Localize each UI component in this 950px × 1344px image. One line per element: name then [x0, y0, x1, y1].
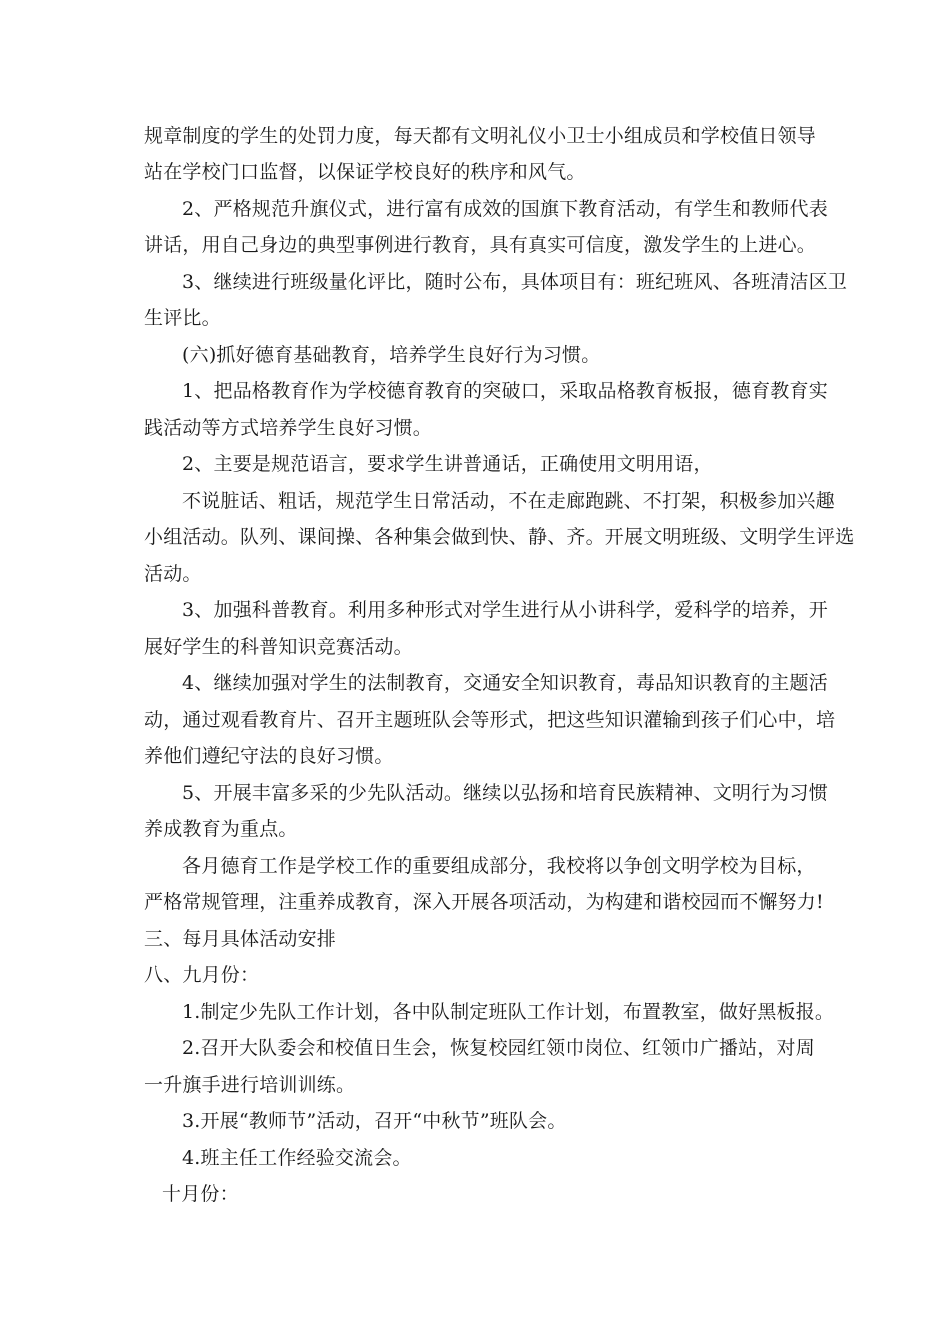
text-line: 严格常规管理，注重养成教育，深入开展各项活动，为构建和谐校园而不懈努力! [144, 891, 824, 913]
text-line: 讲话，用自己身边的典型事例进行教育，具有真实可信度，激发学生的上进心。 [144, 234, 817, 256]
text-line: 2、严格规范升旗仪式，进行富有成效的国旗下教育活动，有学生和教师代表 [182, 198, 828, 220]
section-heading: (六)抓好德育基础教育，培养学生良好行为习惯。 [182, 344, 601, 366]
text-line: 生评比。 [144, 307, 221, 329]
text-line: 展好学生的科普知识竞赛活动。 [144, 636, 413, 658]
text-line: 3、继续进行班级量化评比，随时公布，具体项目有：班纪班风、各班清洁区卫 [182, 271, 848, 293]
text-line: 小组活动。队列、课间操、各种集会做到快、静、齐。开展文明班级、文明学生评选 [144, 526, 855, 548]
text-line: 一升旗手进行培训训练。 [144, 1074, 356, 1096]
text-line: 不说脏话、粗话，规范学生日常活动，不在走廊跑跳、不打架，积极参加兴趣 [182, 490, 835, 512]
list-item: 2.召开大队委会和校值日生会，恢复校园红领巾岗位、红领巾广播站，对周 [182, 1037, 815, 1059]
text-line: 践活动等方式培养学生良好习惯。 [144, 417, 433, 439]
text-line: 各月德育工作是学校工作的重要组成部分，我校将以争创文明学校为目标， [182, 855, 816, 877]
text-line: 2、主要是规范语言，要求学生讲普通话，正确使用文明用语， [182, 453, 713, 475]
text-line: 1、把品格教育作为学校德育教育的突破口，采取品格教育板报，德育教育实 [182, 380, 828, 402]
text-line: 养成教育为重点。 [144, 818, 298, 840]
text-line: 活动。 [144, 563, 202, 585]
text-line: 4、继续加强对学生的法制教育，交通安全知识教育，毒品知识教育的主题活 [182, 672, 828, 694]
text-line: 养他们遵纪守法的良好习惯。 [144, 745, 394, 767]
list-item: 4.班主任工作经验交流会。 [182, 1147, 412, 1169]
text-line: 站在学校门口监督，以保证学校良好的秩序和风气。 [144, 161, 586, 183]
month-heading: 十月份： [162, 1183, 239, 1205]
section-heading: 三、每月具体活动安排 [144, 928, 337, 950]
text-line: 动，通过观看教育片、召开主题班队会等形式，把这些知识灌输到孩子们心中，培 [144, 709, 836, 731]
list-item: 1.制定少先队工作计划，各中队制定班队工作计划，布置教室，做好黑板报。 [182, 1001, 835, 1023]
text-line: 规章制度的学生的处罚力度，每天都有文明礼仪小卫士小组成员和学校值日领导 [144, 125, 817, 147]
list-item: 3.开展“教师节”活动，召开“中秋节”班队会。 [182, 1110, 567, 1132]
month-heading: 八、九月份： [144, 964, 260, 986]
text-line: 3、加强科普教育。利用多种形式对学生进行从小讲科学，爱科学的培养，开 [182, 599, 828, 621]
text-line: 5、开展丰富多采的少先队活动。继续以弘扬和培育民族精神、文明行为习惯 [182, 782, 828, 804]
